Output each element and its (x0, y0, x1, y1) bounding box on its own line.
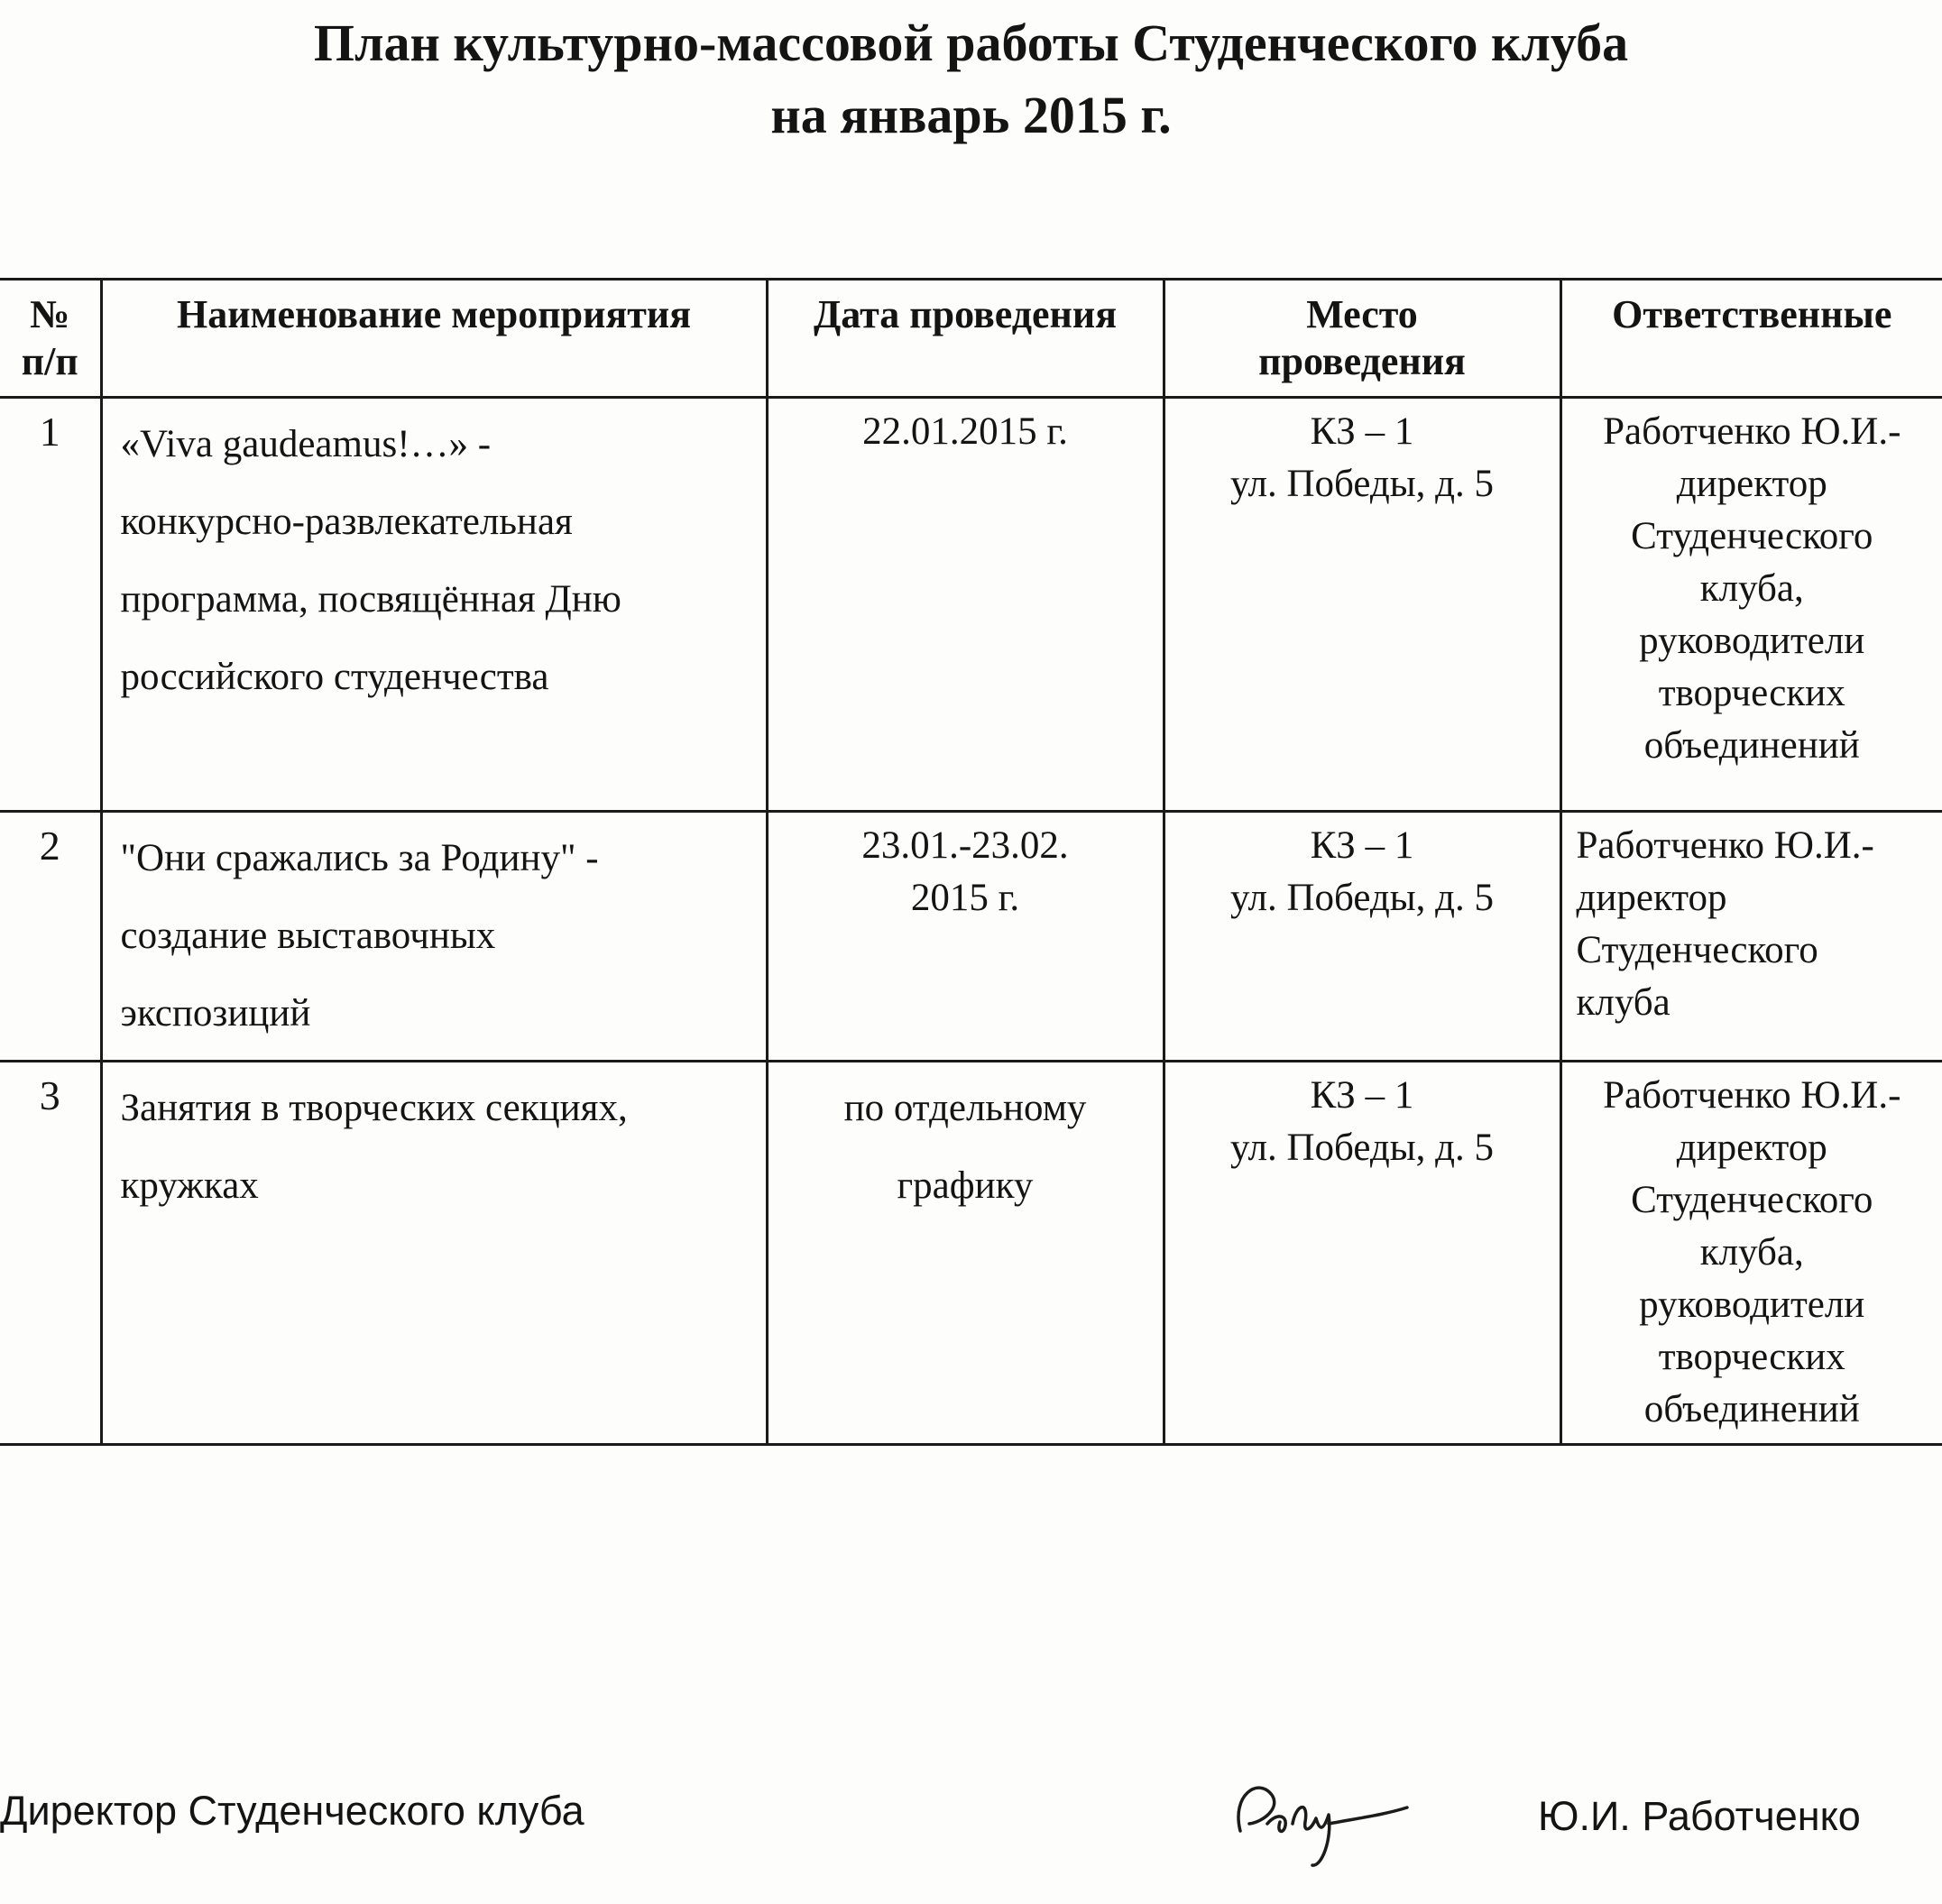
event-responsible: Работченко Ю.И.- директор Студенческого клуба, руководители творческих объединений (1560, 1062, 1942, 1445)
title-line-1: План культурно-массовой работы Студенческого клуба (313, 14, 1629, 72)
header-num: № п/п (0, 280, 101, 398)
signatory-name: Ю.И. Работченко (1538, 1793, 1861, 1839)
event-responsible: Работченко Ю.И.- директор Студенческого клуба, руководители творческих объединений (1560, 398, 1942, 812)
event-name: «Viva gaudeamus!…» - конкурсно-развлекательная программа, посвящённая Дню российского студенчества (101, 398, 767, 812)
signatory-position: Директор Студенческого клуба (0, 1788, 584, 1834)
event-date: по отдельному графику (767, 1062, 1164, 1445)
title-line-2: на январь 2015 г. (770, 86, 1172, 144)
events-table (0, 278, 1942, 1446)
table-row (0, 812, 1942, 1062)
event-place: КЗ – 1 ул. Победы, д. 5 (1164, 1062, 1560, 1445)
event-responsible: Работченко Ю.И.- директор Студенческого клуба (1560, 812, 1942, 1062)
row-number: 1 (0, 398, 101, 812)
table-row (0, 1062, 1942, 1445)
table-row (0, 398, 1942, 812)
event-date: 22.01.2015 г. (767, 398, 1164, 812)
row-number: 2 (0, 812, 101, 1062)
event-name: "Они сражались за Родину" - создание выставочных экспозиций (101, 812, 767, 1062)
table-header-row (0, 280, 1942, 398)
event-place: КЗ – 1 ул. Победы, д. 5 (1164, 812, 1560, 1062)
header-place: Место проведения (1164, 280, 1560, 398)
event-place: КЗ – 1 ул. Победы, д. 5 (1164, 398, 1560, 812)
handwritten-signature-icon (1222, 1768, 1421, 1876)
event-name: Занятия в творческих секциях, кружках (101, 1062, 767, 1445)
row-number: 3 (0, 1062, 101, 1445)
document-title (0, 7, 1942, 152)
header-responsible: Ответственные (1560, 280, 1942, 398)
event-date: 23.01.-23.02. 2015 г. (767, 812, 1164, 1062)
header-date: Дата проведения (767, 280, 1164, 398)
header-event: Наименование мероприятия (101, 280, 767, 398)
